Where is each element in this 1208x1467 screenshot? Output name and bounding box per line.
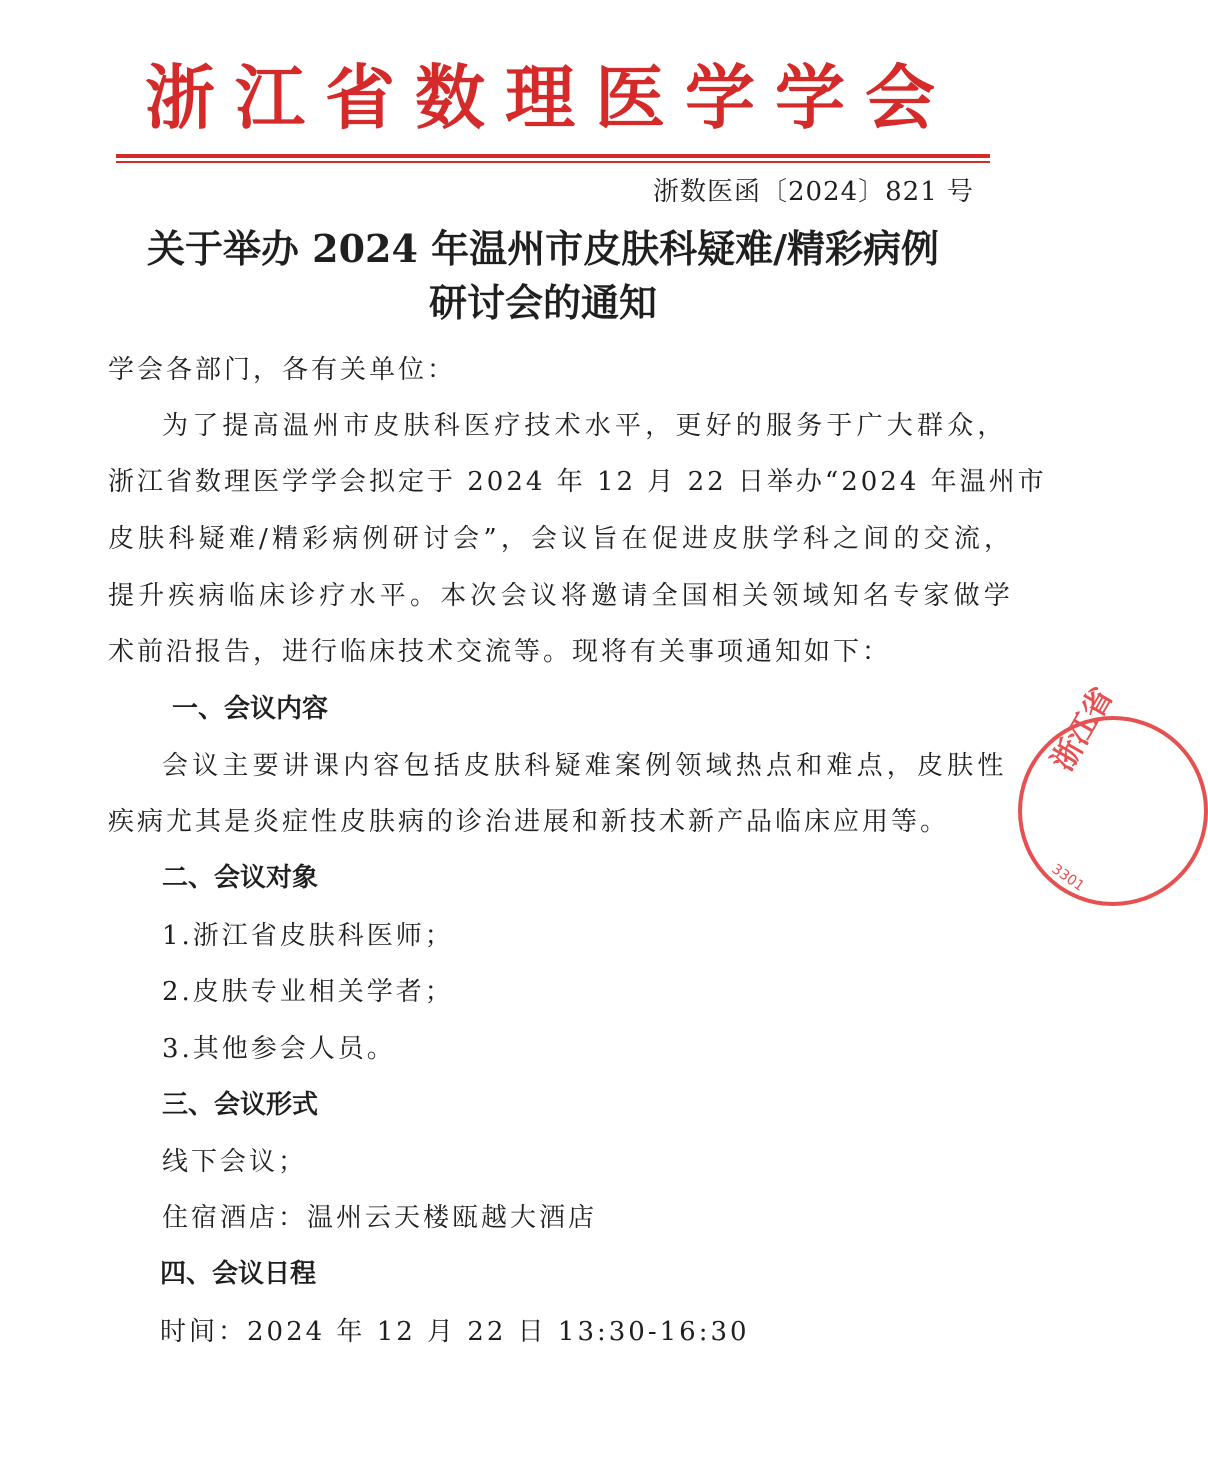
section-2-item-1: 1.浙江省皮肤科医师； bbox=[162, 921, 454, 951]
letterhead-org-name: 浙江省数理医学学会 bbox=[145, 56, 955, 139]
section-1-line-1: 会议主要讲课内容包括皮肤科疑难案例领域热点和难点，皮肤性 bbox=[162, 751, 1008, 781]
salutation: 学会各部门，各有关单位： bbox=[108, 355, 457, 385]
section-3-line-2: 住宿酒店：温州云天楼瓯越大酒店 bbox=[162, 1203, 598, 1233]
official-seal-stamp bbox=[1018, 681, 1208, 906]
intro-line-3: 皮肤科疑难/精彩病例研讨会”，会议旨在促进皮肤学科之间的交流， bbox=[108, 524, 1015, 554]
intro-line-4: 提升疾病临床诊疗水平。本次会议将邀请全国相关领域知名专家做学 bbox=[108, 581, 1015, 611]
intro-line-5: 术前沿报告，进行临床技术交流等。现将有关事项通知如下： bbox=[108, 637, 892, 667]
intro-line-2: 浙江省数理医学学会拟定于 2024 年 12 月 22 日举办“2024 年温州市 bbox=[108, 467, 1047, 497]
section-3-line-1: 线下会议； bbox=[162, 1147, 308, 1177]
title-line-1: 关于举办 2024 年温州市皮肤科疑难/精彩病例 bbox=[146, 226, 940, 271]
section-2-item-3: 3.其他参会人员。 bbox=[162, 1034, 396, 1064]
title-line-2: 研讨会的通知 bbox=[428, 280, 657, 325]
section-2-item-2: 2.皮肤专业相关学者； bbox=[162, 977, 454, 1007]
section-3-heading: 三、会议形式 bbox=[162, 1090, 319, 1120]
document-number: 浙数医函〔2024〕821 号 bbox=[652, 177, 974, 207]
section-1-line-2: 疾病尤其是炎症性皮肤病的诊治进展和新技术新产品临床应用等。 bbox=[108, 807, 950, 837]
section-4-time: 时间：2024 年 12 月 22 日 13:30-16:30 bbox=[160, 1317, 750, 1347]
section-1-heading: 一、会议内容 bbox=[172, 694, 329, 724]
letterhead-rule-thick bbox=[116, 154, 990, 158]
section-4-heading: 四、会议日程 bbox=[160, 1259, 317, 1289]
intro-line-1: 为了提高温州市皮肤科医疗技术水平，更好的服务于广大群众， bbox=[162, 411, 1008, 441]
section-2-heading: 二、会议对象 bbox=[162, 863, 319, 893]
document-title bbox=[60, 222, 1026, 330]
letterhead-rule-thin bbox=[116, 161, 990, 163]
seal-text: 浙江省 bbox=[1045, 681, 1121, 777]
seal-number: 3301 bbox=[1048, 861, 1088, 895]
